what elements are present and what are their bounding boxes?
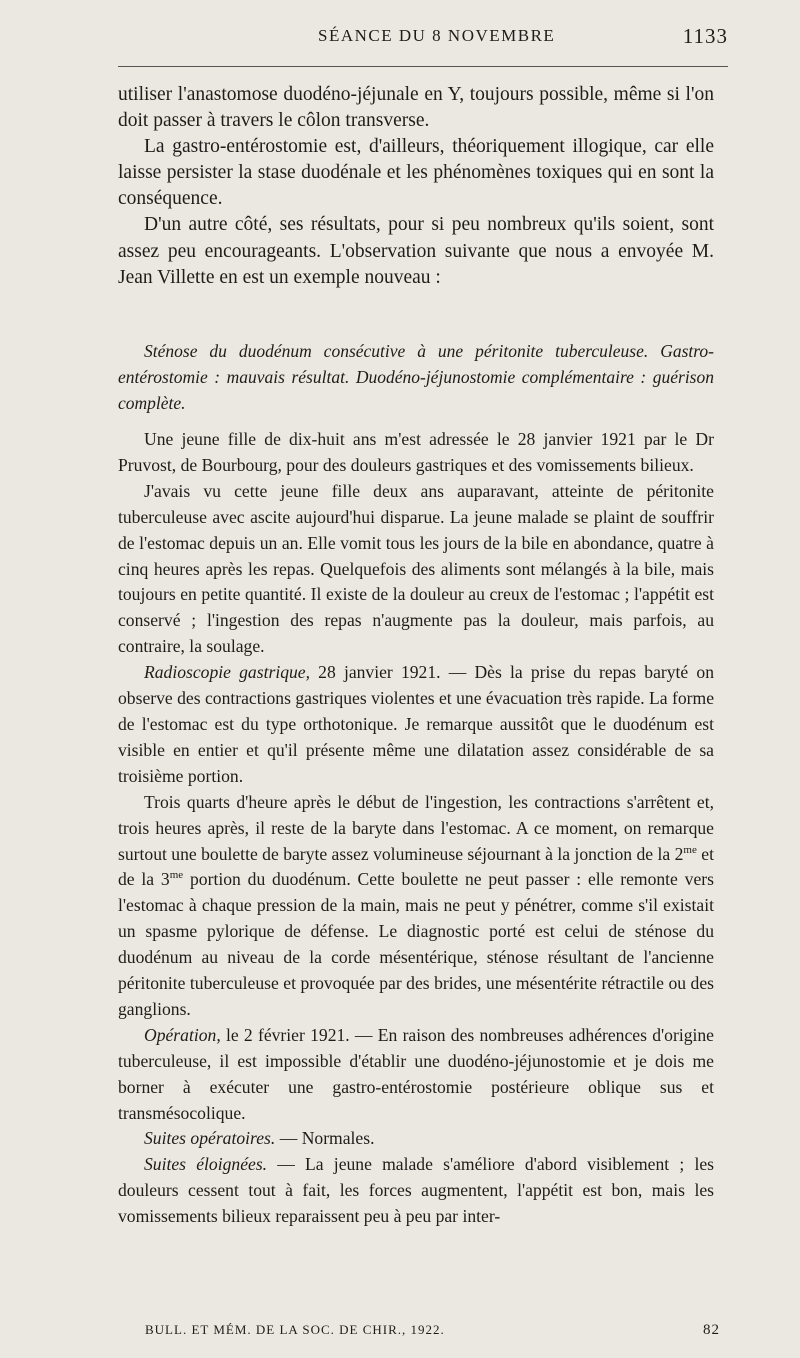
case-paragraph bbox=[118, 1023, 714, 1127]
case-section-label: Suites éloignées. bbox=[144, 1154, 268, 1175]
ordinal-superscript: me bbox=[169, 869, 184, 882]
case-paragraph bbox=[118, 660, 714, 790]
running-header bbox=[118, 22, 728, 52]
case-paragraph: J'avais vu cette jeune fille deux ans auparavant, atteinte de péritonite tuberculeuse avec ascite aujourd'hui disparue. La jeune malade se plaint de souffrir de l'estomac depuis un an. Elle vomit tous les jours de la bile en abondance, quatre à cinq heures après les repas. Quelquefois des aliments sont mélangés à la bile, mais toujours en petite quantité. Il existe de la douleur au creux de l'estomac ; l'appétit est conservé ; l'ingestion des repas n'augmente pas la douleur, mais parfois, au contraire, la soulage. bbox=[118, 480, 714, 657]
case-section-label: Suites opératoires. bbox=[144, 1128, 276, 1149]
case-title: Sténose du duodénum consécutive à une péritonite tuberculeuse. Gastro-entérostomie : mauvais résultat. Duodéno-jéjunostomie complémentaire : guérison complète. bbox=[118, 341, 714, 413]
case-paragraph bbox=[118, 1126, 714, 1152]
intro-paragraph: D'un autre côté, ses résultats, pour si peu nombreux qu'ils soient, sont assez peu encourageants. L'observation suivante que nous a envoyée M. Jean Villette en est un exemple nouveau : bbox=[118, 214, 714, 288]
signature-mark: 82 bbox=[703, 1322, 720, 1338]
ordinal-superscript: me bbox=[683, 843, 697, 856]
case-paragraph bbox=[118, 1152, 714, 1230]
header-title: SÉANCE DU 8 NOVEMBRE bbox=[318, 26, 556, 45]
intro-paragraph: La gastro-entérostomie est, d'ailleurs, théoriquement illogique, car elle laisse persister la stase duodénale et les phénomènes toxiques qui en sont la conséquence. bbox=[118, 136, 714, 210]
page-footer bbox=[145, 1322, 720, 1344]
case-paragraph-text: 28 janvier 1921. — Dès la prise du repas baryté on observe des contractions gastriques violentes et une évacuation très rapide. La forme de l'estomac est du type orthotonique. Je remarque aussitôt que le duodénum est visible en entier et qu'il présente même une dilatation assez considérable de sa troisième portion. bbox=[118, 662, 715, 786]
case-paragraph-text: et de la 3 bbox=[118, 843, 714, 890]
case-paragraph-text: le 2 février 1921. — En raison des nombreuses adhérences d'origine tuberculeuse, il est impossible d'établir une duodéno-jéjunostomie et je dois me borner à exécuter une gastro-entérostomie postérieure oblique sus et transmésocolique. bbox=[118, 1024, 714, 1123]
case-section-label: Radioscopie gastrique, bbox=[144, 662, 311, 683]
case-paragraph-text: — La jeune malade s'améliore d'abord visiblement ; les douleurs cessent tout à fait, les forces augmentent, l'appétit est bon, mais les vomissements bilieux reparaissent peu à peu par inter- bbox=[118, 1154, 714, 1227]
header-rule bbox=[118, 66, 728, 67]
intro-text bbox=[118, 82, 714, 291]
case-section-label: Opération, bbox=[144, 1024, 221, 1045]
journal-reference: BULL. ET MÉM. DE LA SOC. DE CHIR., 1922. bbox=[145, 1322, 445, 1337]
case-paragraph: Une jeune fille de dix-huit ans m'est adressée le 28 janvier 1921 par le Dr Pruvost, de Bourbourg, pour des douleurs gastriques et des vomissements bilieux. bbox=[118, 429, 714, 475]
case-paragraph bbox=[118, 790, 714, 1023]
case-paragraph-text: portion du duodénum. Cette boulette ne peut passer : elle remonte vers l'estomac à chaque pression de la main, mais ne peut y pénétrer, comme s'il existait un spasme pylorique de défense. Le diagnostic porté est celui de sténose du duodénum au niveau de la corde mésentérique, sténose résultant de l'ancienne péritonite tuberculeuse et provoquée par des brides, une mésentérite rétractile ou des ganglions. bbox=[118, 869, 714, 1019]
page-number: 1133 bbox=[682, 24, 728, 48]
intro-paragraph: utiliser l'anastomose duodéno-jéjunale en Y, toujours possible, même si l'on doit passer à travers le côlon transverse. bbox=[118, 84, 714, 132]
case-report bbox=[118, 427, 714, 1230]
case-paragraph-text: Trois quarts d'heure après le début de l'ingestion, les contractions s'arrêtent et, trois heures après, il reste de la baryte dans l'estomac. A ce moment, on remarque surtout une boulette de baryte assez volumineuse séjournant à la jonction de la 2 bbox=[118, 791, 714, 864]
case-paragraph-text: — Normales. bbox=[275, 1128, 375, 1149]
